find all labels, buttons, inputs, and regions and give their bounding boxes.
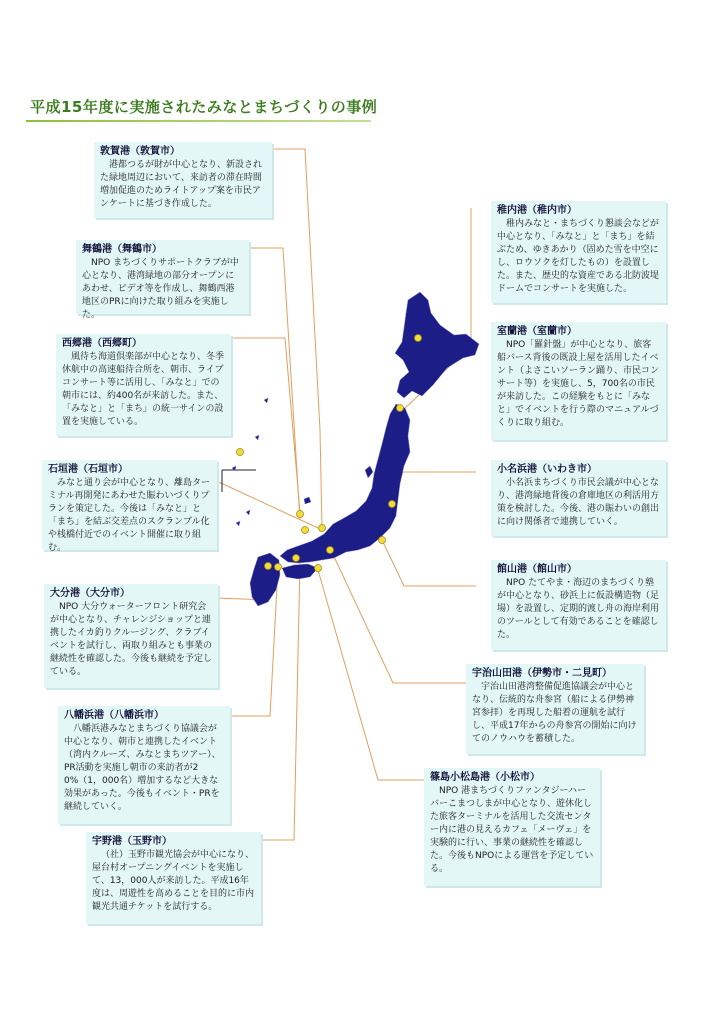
case-port-name: 敦賀港（敦賀市） — [100, 146, 180, 157]
case-description: NPO 港まちづくりファンタジーハーバーこまつしまが中心となり、遊休化した旅客ターミナルを活用した交流センター内に港の見えるカフェ「メーヴェ」を実験的に行い、事業の継続性を確認した。今後もNPOによる運営を予定している。 — [430, 786, 594, 874]
case-port-name: 室蘭港（室蘭市） — [497, 326, 577, 337]
case-box-ujiyamada — [466, 664, 644, 754]
page-title: 平成15年度に実施されたみなとまちづくりの事例 — [30, 98, 378, 116]
case-port-name: 館山港（館山市） — [497, 564, 577, 575]
case-description: 八幡浜港みなとまちづくり協議会が中心となり、朝市と連携したイベント（湾内クルーズ、みなとまちツアー）、PR活動を実施し朝市の来訪者が20%（1，000名）増加するなど大きな効果があった。今後もイベント・PRを継続していく。 — [64, 724, 221, 812]
case-box-wakkanai — [491, 201, 666, 303]
case-description: 稚内みなと・まちづくり懇談会などが中心となり、「みなと」と「まち」を結ぶため、ゆきあかり（固めた雪を中空にし、ロウソクを灯したもの）を設置した。また、歴史的な資産である北防波堤ドームでコンサートを実施した。 — [497, 219, 660, 294]
hokkaido-shape — [395, 292, 479, 398]
kyushu-shape — [250, 553, 280, 606]
case-port-name: 宇治山田港（伊勢市・二見町） — [472, 668, 612, 679]
case-description: NPO まちづくりサポートクラブが中心となり、港湾緑地の部分オープンにあわせ、ビデオ等を作成し、舞鶴西港地区のPRに向けた取り組みを実施した。 — [82, 258, 239, 320]
nansei-islands — [232, 466, 250, 526]
case-box-yawatahama — [58, 706, 230, 824]
case-box-maizuru — [76, 240, 249, 320]
case-box-uno — [86, 832, 261, 924]
case-description: みなと通り会が中心となり、離島ターミナル再開発にあわせた賑わいづくりプランを策定した。今後は「みなと」と「まち」を結ぶ交差点のスクランブル化や桟橋付近でのイベント開催に取り組む。 — [48, 478, 211, 553]
case-port-name: 八幡浜港（八幡浜市） — [64, 710, 164, 721]
case-box-komatsushima — [424, 768, 600, 886]
case-description: 風待ち海道倶楽部が中心となり、冬季休航中の高速船待合所を、朝市、ライブコンサート等に活用し、「みなと」での朝市には、約400名が来訪した。また、「みなと」と「まち」の統一サインの設置を実施している。 — [62, 352, 225, 427]
shikoku-shape — [282, 564, 318, 579]
case-box-saigo — [56, 334, 231, 436]
case-description: 小名浜まちづくり市民会議が中心となり、港湾緑地背後の倉庫地区の利活用方策を検討した。今後、港の賑わいの創出に向け関係者で連携していく。 — [497, 478, 660, 527]
sado-island — [365, 466, 373, 478]
case-port-name: 小名浜港（いわき市） — [497, 464, 597, 475]
oki-islands — [304, 497, 311, 504]
case-description: （社）玉野市観光協会が中心になり、屋台村オープニングイベントを実施して、13，000人が来訪した。平成16年度は、周遊性を高めることを目的に市内観光共通チケットを試行する。 — [92, 850, 255, 912]
case-box-muroran — [491, 322, 666, 440]
case-description: NPO「羅針盤」が中心となり、旅客船バース背後の既設上屋を活用したイベント（よさこいソーラン踊り、市民コンサート等）を実施し、5，700名の市民が来訪した。この経験をもとに「みなと」でイベントを行う際のマニュアルづくりに取り組む。 — [497, 340, 660, 428]
ryukyu-islands — [255, 398, 268, 440]
case-box-tateyama — [491, 560, 666, 650]
case-box-ishigaki — [42, 460, 217, 553]
case-port-name: 篠島小松島港（小松市） — [430, 772, 540, 783]
leader-lines — [210, 149, 476, 840]
case-description: NPO たてやま・海辺のまちづくり塾が中心となり、砂浜上に仮設構造物（足場）を設置し、定期的渡し舟の海岸利用のツールとして有効であることを確認した。 — [497, 578, 660, 640]
case-description: 港都つるが財が中心となり、新設された緑地周辺において、来訪者の滞在時間増加促進のためライトアップ案を市民アンケートに基づき作成した。 — [100, 160, 263, 209]
honshu-shape — [280, 404, 410, 563]
case-port-name: 大分港（大分市） — [50, 588, 130, 599]
japan-islands — [232, 292, 479, 606]
case-port-name: 石垣港（石垣市） — [48, 464, 128, 475]
case-port-name: 西郷港（西郷町） — [62, 338, 142, 349]
case-box-oita — [44, 584, 218, 688]
case-box-onahama — [491, 460, 666, 536]
case-port-name: 宇野港（玉野市） — [92, 836, 172, 847]
case-description: NPO 大分ウォーターフロント研究会が中心となり、チャレンジショップと連携したイカ釣りクルージング、クラブイベントを試行し、両取り組みとも事業の継続性を確認した。今後も継続を予定している。 — [50, 602, 213, 677]
case-port-name: 舞鶴港（舞鶴市） — [82, 244, 162, 255]
case-description: 宇治山田港湾整備促進協議会が中心となり、伝統的な舟参宮（船による伊勢神宮参拝）を再現した船着の運航を試行し、平成17年からの舟参宮の開始に向けてのノウハウを蓄積した。 — [472, 682, 637, 744]
map-divider — [222, 470, 256, 492]
case-port-name: 稚内港（稚内市） — [497, 205, 577, 216]
case-box-tsuruga — [94, 142, 272, 218]
